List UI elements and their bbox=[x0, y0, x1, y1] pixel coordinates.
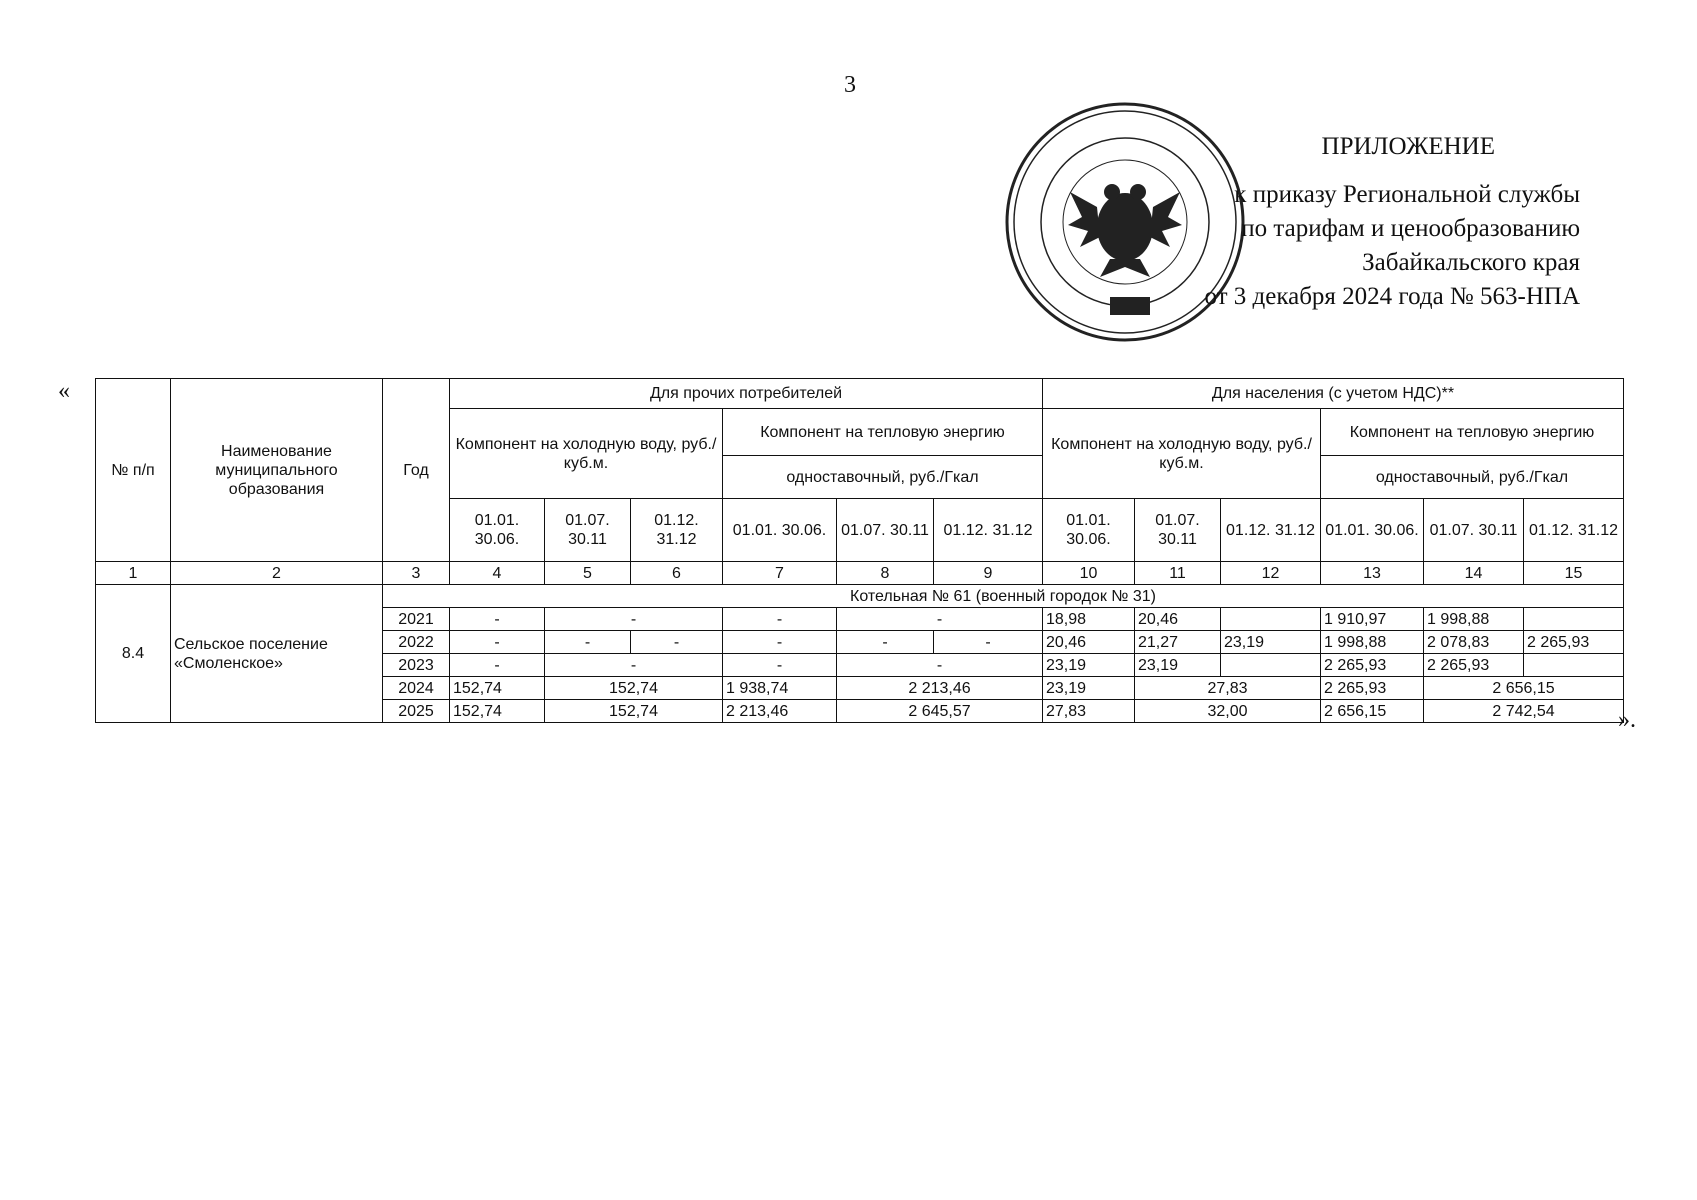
header-single-rate-other: одноставочный, руб./Гкал bbox=[723, 456, 1043, 499]
header-other-consumers: Для прочих потребителей bbox=[450, 379, 1043, 409]
table-cell: 152,74 bbox=[450, 700, 545, 723]
period-header: 01.07. 30.11 bbox=[1424, 499, 1524, 562]
header-municipality: Наименование муниципального образования bbox=[171, 379, 383, 562]
column-number: 15 bbox=[1524, 562, 1624, 585]
table-cell: - bbox=[450, 631, 545, 654]
column-number: 13 bbox=[1321, 562, 1424, 585]
column-number: 4 bbox=[450, 562, 545, 585]
column-number: 5 bbox=[545, 562, 631, 585]
boiler-name: Котельная № 61 (военный городок № 31) bbox=[383, 585, 1624, 608]
page-number: 3 bbox=[844, 72, 856, 98]
table-cell: 23,19 bbox=[1043, 677, 1135, 700]
table-cell: - bbox=[723, 631, 837, 654]
column-number: 7 bbox=[723, 562, 837, 585]
table-cell: 2 656,15 bbox=[1321, 700, 1424, 723]
column-number: 12 bbox=[1221, 562, 1321, 585]
period-header: 01.12. 31.12 bbox=[1221, 499, 1321, 562]
table-cell bbox=[1221, 608, 1321, 631]
table-cell: 23,19 bbox=[1043, 654, 1135, 677]
period-header: 01.01. 30.06. bbox=[450, 499, 545, 562]
header-num: № п/п bbox=[96, 379, 171, 562]
table-cell: - bbox=[934, 631, 1043, 654]
table-cell: - bbox=[723, 608, 837, 631]
opening-quote: « bbox=[58, 378, 70, 404]
period-header: 01.12. 31.12 bbox=[1524, 499, 1624, 562]
appendix-title: ПРИЛОЖЕНИЕ bbox=[1321, 133, 1495, 160]
appendix-line-4: от 3 декабря 2024 года № 563-НПА bbox=[1204, 283, 1580, 310]
table-cell: - bbox=[545, 654, 723, 677]
column-number: 11 bbox=[1135, 562, 1221, 585]
column-number: 1 bbox=[96, 562, 171, 585]
table-cell: - bbox=[545, 608, 723, 631]
period-header: 01.07. 30.11 bbox=[837, 499, 934, 562]
table-cell: 32,00 bbox=[1135, 700, 1321, 723]
table-cell bbox=[1221, 654, 1321, 677]
table-cell: 2 645,57 bbox=[837, 700, 1043, 723]
table-cell: 2 265,93 bbox=[1524, 631, 1624, 654]
table-cell: - bbox=[450, 608, 545, 631]
header-cold-water-other: Компонент на холодную воду, руб./куб.м. bbox=[450, 409, 723, 499]
table-cell: - bbox=[723, 654, 837, 677]
period-header: 01.01. 30.06. bbox=[1043, 499, 1135, 562]
header-single-rate-pop: одноставочный, руб./Гкал bbox=[1321, 456, 1624, 499]
column-number-row bbox=[96, 562, 1624, 585]
municipality-name: Сельское поселение «Смоленское» bbox=[171, 585, 383, 723]
column-number: 2 bbox=[171, 562, 383, 585]
table-cell: 152,74 bbox=[545, 677, 723, 700]
table-cell: 2 265,93 bbox=[1424, 654, 1524, 677]
table-cell: 2 265,93 bbox=[1321, 677, 1424, 700]
appendix-line-3: Забайкальского края bbox=[1362, 249, 1580, 276]
period-header: 01.12. 31.12 bbox=[934, 499, 1043, 562]
column-number: 14 bbox=[1424, 562, 1524, 585]
table-cell: 1 998,88 bbox=[1424, 608, 1524, 631]
period-header: 01.12. 31.12 bbox=[631, 499, 723, 562]
table-cell: 2 656,15 bbox=[1424, 677, 1624, 700]
header-cold-water-pop: Компонент на холодную воду, руб./куб.м. bbox=[1043, 409, 1321, 499]
table-cell: - bbox=[837, 654, 1043, 677]
table-cell: 2 742,54 bbox=[1424, 700, 1624, 723]
year-cell: 2025 bbox=[383, 700, 450, 723]
header-heat-energy-pop: Компонент на тепловую энергию bbox=[1321, 409, 1624, 456]
year-cell: 2024 bbox=[383, 677, 450, 700]
period-header: 01.01. 30.06. bbox=[1321, 499, 1424, 562]
table-cell: - bbox=[837, 631, 934, 654]
column-number: 6 bbox=[631, 562, 723, 585]
table-cell: 20,46 bbox=[1043, 631, 1135, 654]
period-header: 01.07. 30.11 bbox=[1135, 499, 1221, 562]
table-cell: 23,19 bbox=[1221, 631, 1321, 654]
year-cell: 2023 bbox=[383, 654, 450, 677]
table-cell: 23,19 bbox=[1135, 654, 1221, 677]
header-population: Для населения (с учетом НДС)** bbox=[1043, 379, 1624, 409]
column-number: 3 bbox=[383, 562, 450, 585]
header-year: Год bbox=[383, 379, 450, 562]
tariff-table bbox=[95, 378, 1624, 723]
appendix-header bbox=[1110, 130, 1580, 314]
closing-quote: ». bbox=[1618, 707, 1636, 733]
year-cell: 2022 bbox=[383, 631, 450, 654]
table-cell: 2 213,46 bbox=[837, 677, 1043, 700]
table-cell: 2 078,83 bbox=[1424, 631, 1524, 654]
table-cell: 27,83 bbox=[1043, 700, 1135, 723]
table-cell: 1 910,97 bbox=[1321, 608, 1424, 631]
appendix-line-1: к приказу Региональной службы bbox=[1234, 181, 1580, 208]
table-cell: - bbox=[450, 654, 545, 677]
table-cell: - bbox=[631, 631, 723, 654]
table-cell: 1 998,88 bbox=[1321, 631, 1424, 654]
table-cell: 20,46 bbox=[1135, 608, 1221, 631]
table-cell: 152,74 bbox=[450, 677, 545, 700]
period-header: 01.07. 30.11 bbox=[545, 499, 631, 562]
year-cell: 2021 bbox=[383, 608, 450, 631]
table-cell: 21,27 bbox=[1135, 631, 1221, 654]
column-number: 8 bbox=[837, 562, 934, 585]
table-cell: 27,83 bbox=[1135, 677, 1321, 700]
table-cell bbox=[1524, 608, 1624, 631]
table-cell: 2 265,93 bbox=[1321, 654, 1424, 677]
column-number: 9 bbox=[934, 562, 1043, 585]
column-number: 10 bbox=[1043, 562, 1135, 585]
table-cell: 18,98 bbox=[1043, 608, 1135, 631]
period-header: 01.01. 30.06. bbox=[723, 499, 837, 562]
table-cell bbox=[1524, 654, 1624, 677]
table-cell: 1 938,74 bbox=[723, 677, 837, 700]
table-cell: 152,74 bbox=[545, 700, 723, 723]
appendix-line-2: по тарифам и ценообразованию bbox=[1241, 215, 1580, 242]
table-cell: 2 213,46 bbox=[723, 700, 837, 723]
table-cell: - bbox=[837, 608, 1043, 631]
row-number: 8.4 bbox=[96, 585, 171, 723]
table-cell: - bbox=[545, 631, 631, 654]
header-heat-energy-other: Компонент на тепловую энергию bbox=[723, 409, 1043, 456]
